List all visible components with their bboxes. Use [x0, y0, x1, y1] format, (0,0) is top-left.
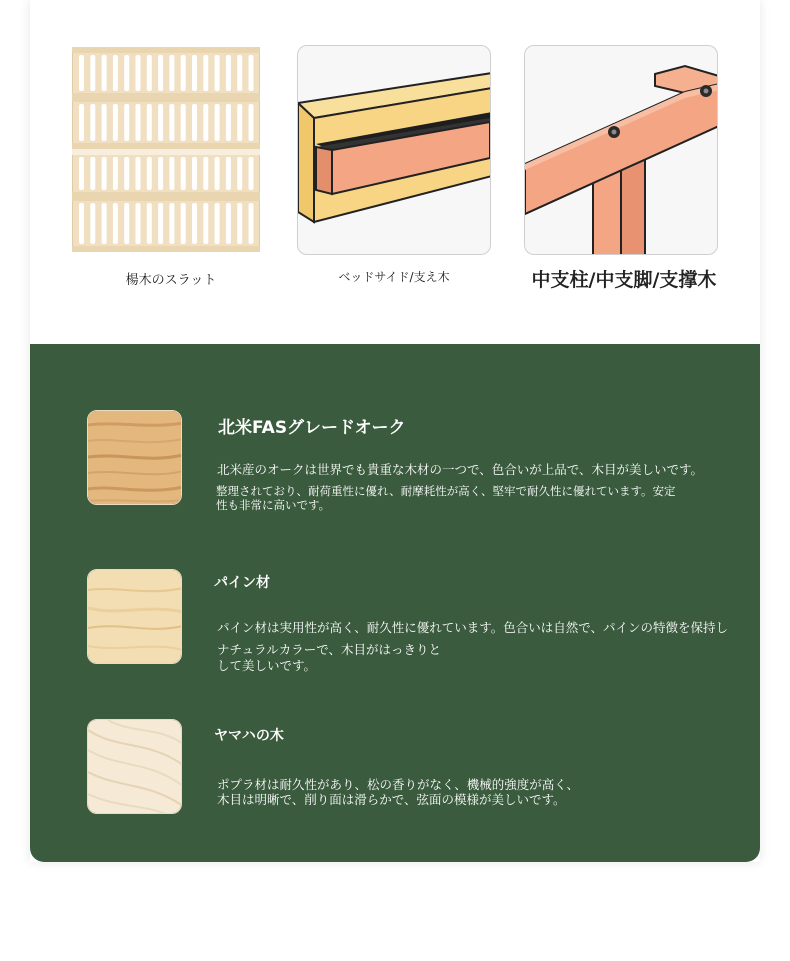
- slat-gap: [158, 55, 163, 91]
- poplar-title: ヤマハの木: [214, 728, 284, 744]
- slat-gap: [79, 203, 84, 244]
- slat-gap: [226, 203, 231, 244]
- slat-gap: [90, 157, 95, 190]
- slat-gap: [203, 203, 208, 244]
- pine-desc-line-1: パイン材は実用性が高く、耐久性に優れています。色合いは自然で、パインの特徴を保持し: [217, 620, 729, 635]
- side-rail-image: [297, 45, 491, 255]
- slat-gap: [147, 104, 152, 141]
- slat-gap: [113, 203, 118, 244]
- slat-gap: [102, 55, 107, 91]
- slat-gap: [215, 203, 220, 244]
- slat-gap: [169, 203, 174, 244]
- slat-gap: [237, 157, 242, 190]
- slat-gap: [90, 55, 95, 91]
- slat-gap: [226, 55, 231, 91]
- caption-side-rail: ベッドサイド/支え木: [338, 270, 450, 284]
- slat-gap: [203, 104, 208, 141]
- slat-gap: [124, 157, 129, 190]
- slat-gap: [113, 157, 118, 190]
- poplar-wood-image: [87, 719, 182, 814]
- slat-gap: [124, 203, 129, 244]
- slats-image: [72, 47, 260, 252]
- slat-gap: [158, 104, 163, 141]
- slat-gap: [215, 157, 220, 190]
- caption-center-leg: 中支柱/中支脚/支撑木: [531, 269, 717, 291]
- slat-gap: [79, 157, 84, 190]
- poplar-desc-line-1: ポプラ材は耐久性があり、松の香りがなく、機械的強度が高く、: [217, 777, 580, 792]
- slat-gap: [169, 104, 174, 141]
- slat-gap: [249, 104, 254, 141]
- slat-gap: [124, 55, 129, 91]
- side-rail-icon: [298, 46, 491, 255]
- slat-gap: [90, 104, 95, 141]
- slat-gap: [147, 203, 152, 244]
- slat-gap: [169, 55, 174, 91]
- slat-gap: [181, 104, 186, 141]
- slat-gap: [226, 157, 231, 190]
- slat-gap: [181, 203, 186, 244]
- slat-gap: [192, 203, 197, 244]
- oak-desc-line-2: 整理されており、耐荷重性に優れ、耐摩耗性が高く、堅牢で耐久性に優れています。安定: [216, 484, 676, 498]
- slat-gap: [79, 104, 84, 141]
- slat-gap: [192, 157, 197, 190]
- caption-slats: 楊木のスラット: [125, 273, 217, 288]
- oak-desc-line-3: 性も非常に高いです。: [216, 498, 331, 512]
- slat-gap: [158, 203, 163, 244]
- oak-grain-icon: [88, 411, 182, 505]
- slats-icon: [72, 47, 260, 252]
- slat-gap: [136, 104, 141, 141]
- oak-desc-line-1: 北米産のオークは世界でも貴重な木材の一つで、色合いが上品で、木目が美しいです。: [217, 462, 704, 477]
- pine-grain-icon: [88, 570, 182, 664]
- slat-gap: [136, 55, 141, 91]
- oak-wood-image: [87, 410, 182, 505]
- slat-gap: [113, 55, 118, 91]
- slat-gap: [203, 55, 208, 91]
- slat-gap: [181, 157, 186, 190]
- slat-gap: [237, 104, 242, 141]
- pine-desc-line-3: して美しいです。: [217, 658, 317, 673]
- slat-gap: [181, 55, 186, 91]
- slat-gap: [215, 104, 220, 141]
- slat-gap: [249, 55, 254, 91]
- slat-gap: [102, 157, 107, 190]
- slat-gap: [169, 157, 174, 190]
- slat-gap: [136, 157, 141, 190]
- poplar-desc-line-2: 木目は明晰で、削り面は滑らかで、弦面の模様が美しいです。: [217, 792, 566, 807]
- pine-wood-image: [87, 569, 182, 664]
- slat-gap: [192, 55, 197, 91]
- poplar-grain-icon: [88, 720, 182, 814]
- slat-gap: [249, 203, 254, 244]
- slat-gap: [79, 55, 84, 91]
- slat-gap: [102, 104, 107, 141]
- slat-gap: [147, 157, 152, 190]
- center-leg-icon: [525, 46, 718, 255]
- slat-gap: [249, 157, 254, 190]
- slat-gap: [237, 55, 242, 91]
- pine-desc-line-2: ナチュラルカラーで、木目がはっきりと: [217, 642, 442, 657]
- slat-gap: [90, 203, 95, 244]
- slat-gap: [124, 104, 129, 141]
- oak-title: 北米FASグレードオーク: [218, 418, 406, 438]
- slat-gap: [113, 104, 118, 141]
- pine-title: パイン材: [214, 575, 270, 591]
- slat-gap: [136, 203, 141, 244]
- slat-gap: [192, 104, 197, 141]
- slat-gap: [237, 203, 242, 244]
- slat-gap: [203, 157, 208, 190]
- slat-gap: [102, 203, 107, 244]
- slat-gap: [226, 104, 231, 141]
- center-leg-image: [524, 45, 718, 255]
- slat-gap: [147, 55, 152, 91]
- slat-gap: [215, 55, 220, 91]
- slat-gap: [158, 157, 163, 190]
